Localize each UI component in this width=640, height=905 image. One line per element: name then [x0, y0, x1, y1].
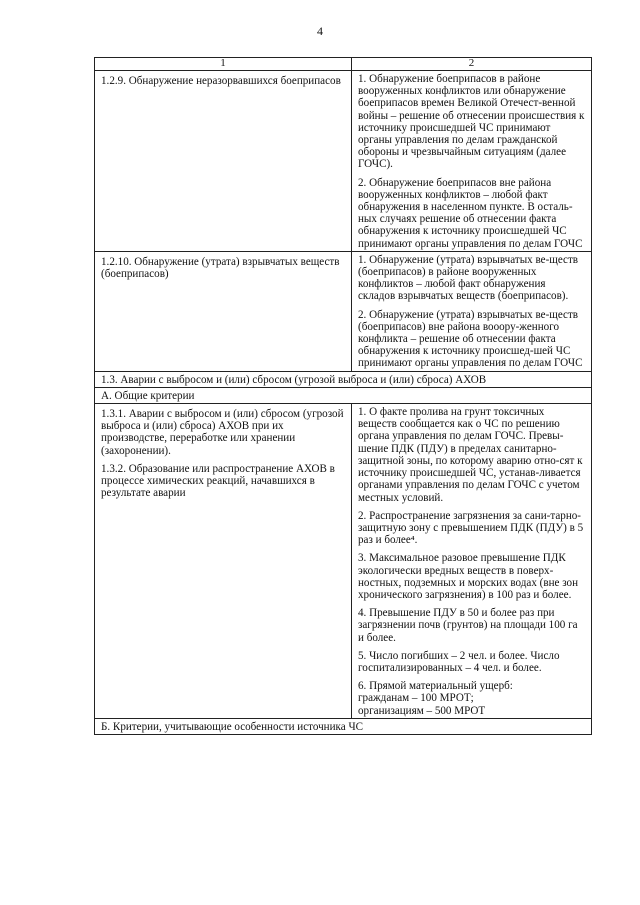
column-header-2: 2 [352, 58, 592, 71]
criterion-paragraph: 5. Число погибших – 2 чел. и более. Число госпитализированных – 4 чел. и более. [358, 649, 560, 674]
criterion-paragraph: 2. Обнаружение (утрата) взрывчатых ве-ществ (боеприпасов) вне района вооору-женного конфликта – решение об отнесении факта обнаружения к источнику происшед-шей ЧС принимают органы управления по делам ГОЧС [358, 308, 583, 370]
subsection-row [95, 387, 592, 403]
criterion-description-cell [352, 71, 592, 252]
criterion-name-cell [95, 251, 352, 371]
criterion-paragraph: 3. Максимальное разовое превышение ПДК экологически вредных веществ в поверх-ностных, подземных и морских водах (вне зон хронического загрязнения) в 100 раз и более. [358, 552, 579, 601]
page-number: 4 [317, 24, 323, 38]
criterion-name: 1.2.9. Обнаружение неразорвавшихся боеприпасов [101, 75, 341, 87]
table-row [95, 404, 592, 719]
subsection-title-source: Б. Критерии, учитывающие особенности источника ЧС [95, 718, 592, 734]
criterion-name-cell [95, 71, 352, 252]
table-row [95, 71, 592, 252]
criterion-description-cell [352, 251, 592, 371]
criterion-paragraph: 2. Распространение загрязнения за сани-тарно-защитную зону с превышением ПДК (ПДУ) в 5 раз и более⁴. [358, 509, 584, 547]
criterion-name: 1.3.1. Аварии с выбросом и (или) сбросом (угрозой выброса и (или) сброса) АХОВ при их производстве, переработке или хранении (захоронении). [101, 408, 344, 457]
table-row [95, 251, 592, 371]
column-header-1: 1 [95, 58, 352, 71]
section-title: 1.3. Аварии с выбросом и (или) сбросом (угрозой выброса и (или) сброса) АХОВ [95, 371, 592, 387]
criterion-name: 1.3.2. Образование или распространение АХОВ в процессе химических реакций, начавшихся в результате аварии [101, 462, 335, 500]
criterion-name: 1.2.10. Обнаружение (утрата) взрывчатых веществ (боеприпасов) [101, 255, 340, 281]
criterion-paragraph: 1. Обнаружение боеприпасов в районе вооруженных конфликтов или обнаружение боеприпасов времен Великой Отечест-венной войны – решение об отнесении происшествия к источнику происшедшей ЧС принимают органы управления по делам гражданской обороны и чрезвычайным ситуациям (далее ГОЧС). [358, 73, 585, 171]
criterion-name-cell [95, 404, 352, 719]
criterion-paragraph: 4. Превышение ПДУ в 50 и более раз при загрязнении почв (грунтов) на площади 100 га и более. [358, 607, 578, 644]
criterion-paragraph: 6. Прямой материальный ущерб: гражданам – 100 МРОТ; организациям – 500 МРОТ [358, 680, 513, 717]
section-row [95, 371, 592, 387]
subsection-row [95, 718, 592, 734]
criterion-paragraph: 1. Обнаружение (утрата) взрывчатых ве-ществ (боеприпасов) в районе вооруженных конфликтов – любой факт обнаружения складов взрывчатых веществ (боеприпасов). [358, 253, 579, 303]
subsection-title-general: А. Общие критерии [95, 387, 592, 403]
table-header-row [95, 58, 592, 71]
criterion-paragraph: 2. Обнаружение боеприпасов вне района вооруженных конфликтов – любой факт обнаружения в населенном пункте. В осталь-ных случаях решение об отнесении факта обнаружения к источнику происшедшей ЧС принимают органы управления по делам ГОЧС [358, 176, 583, 250]
criterion-paragraph: 1. О факте пролива на грунт токсичных веществ сообщается как о ЧС по решению органа управления по делам ГОЧС. Превы-шение ПДК (ПДУ) в пределах санитарно-защитной зоны, по которому аварию отно-сят к источнику происшедшей ЧС, устанав-ливается органами управления по делам ГОЧС с учетом местных условий. [358, 406, 583, 504]
criteria-table [94, 57, 592, 735]
criterion-description-cell [352, 404, 592, 719]
